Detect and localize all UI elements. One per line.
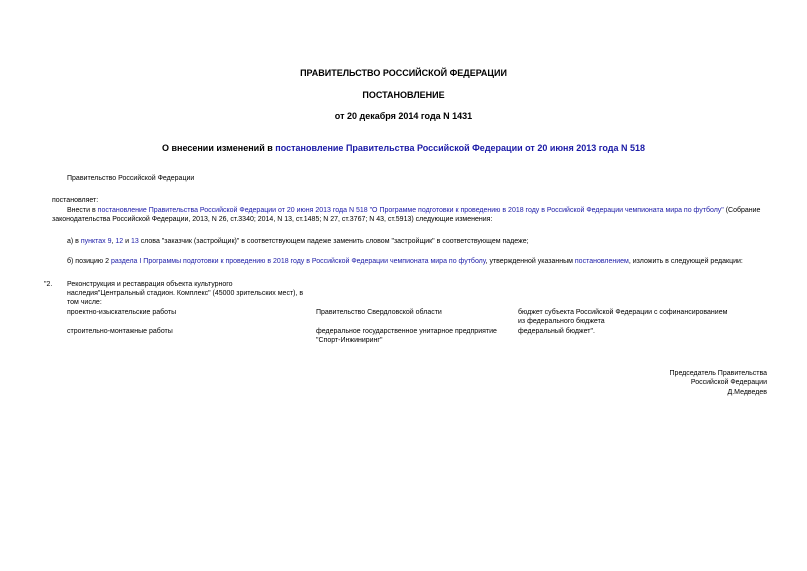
date-number-heading: от 20 декабря 2014 года N 1431	[334, 111, 473, 121]
table-row-1-source: бюджет субъекта Российской Федерации с софинансированием из федерального бюджета	[518, 309, 728, 325]
item-b	[67, 257, 743, 266]
table-position-number: "2.	[44, 281, 53, 288]
table-row-1-work: проектно-изыскательские работы	[67, 309, 177, 316]
item-b-middle: , утвержденной указанным	[485, 258, 575, 265]
item-a	[67, 237, 529, 246]
table-row-2-source: федеральный бюджет".	[518, 328, 595, 335]
item-a-link-9[interactable]: пунктах 9	[80, 238, 112, 245]
paragraph-1-line-2: законодательства Российской Федерации, 2013, N 26, ст.3340; 2014, N 13, ст.1485; N 27, ст.3767; N 43, ст.5913) следующие изменения:	[52, 216, 493, 223]
document-type-heading: ПОСТАНОВЛЕНИЕ	[362, 90, 445, 100]
paragraph-1-suffix: (Собрание	[723, 207, 761, 214]
title-prefix: О внесении изменений в	[161, 143, 276, 153]
table-object-name: Реконструкция и реставрация объекта культурного наследия"Центральный стадион. Комплекс" (45000 зрительских мест), в том числе:	[67, 281, 304, 306]
title-link[interactable]: постановление Правительства Российской Федерации от 20 июня 2013 года N 518	[275, 143, 646, 153]
paragraph-1-line-1	[67, 206, 760, 215]
item-a-suffix: слова "заказчик (застройщик)" в соответствующем падеже заменить словом "застройщик" в соответствующем падеже;	[138, 238, 529, 245]
signature-title-line-1: Председатель Правительства	[669, 370, 767, 377]
table-row-2-executor: федеральное государственное унитарное предприятие "Спорт-Инжиниринг"	[316, 328, 497, 344]
resolves-text: постановляет:	[52, 197, 99, 204]
document-title	[0, 143, 807, 153]
item-b-suffix: , изложить в следующей редакции:	[628, 258, 743, 265]
signature-title-line-2: Российской Федерации	[690, 379, 767, 386]
item-a-link-12[interactable]: 12	[115, 238, 124, 245]
amended-resolution-link[interactable]: постановление Правительства Российской Федерации от 20 июня 2013 года N 518 "О Программе подготовки к проведению в 2018 году в Российской Федерации чемпионата мира по футболу"	[97, 207, 724, 214]
item-b-prefix: б) позицию 2	[67, 258, 111, 265]
item-a-separator-2: и	[123, 238, 131, 245]
item-b-section-link[interactable]: раздела I Программы подготовки к проведению в 2018 году в Российской Федерации чемпионата мира по футболу	[110, 258, 486, 265]
item-a-prefix: а) в	[67, 238, 81, 245]
signature-name: Д.Медведев	[727, 389, 767, 396]
table-row-1-executor: Правительство Свердловской области	[316, 309, 442, 316]
item-a-link-13[interactable]: 13	[131, 238, 139, 245]
issuer-text: Правительство Российской Федерации	[67, 175, 195, 182]
paragraph-1-prefix: Внести в	[67, 207, 98, 214]
item-a-separator-1: ,	[111, 238, 116, 245]
government-heading: ПРАВИТЕЛЬСТВО РОССИЙСКОЙ ФЕДЕРАЦИИ	[300, 68, 507, 78]
item-b-resolution-link[interactable]: постановлением	[574, 258, 629, 265]
table-row-2-work: строительно-монтажные работы	[67, 328, 173, 335]
